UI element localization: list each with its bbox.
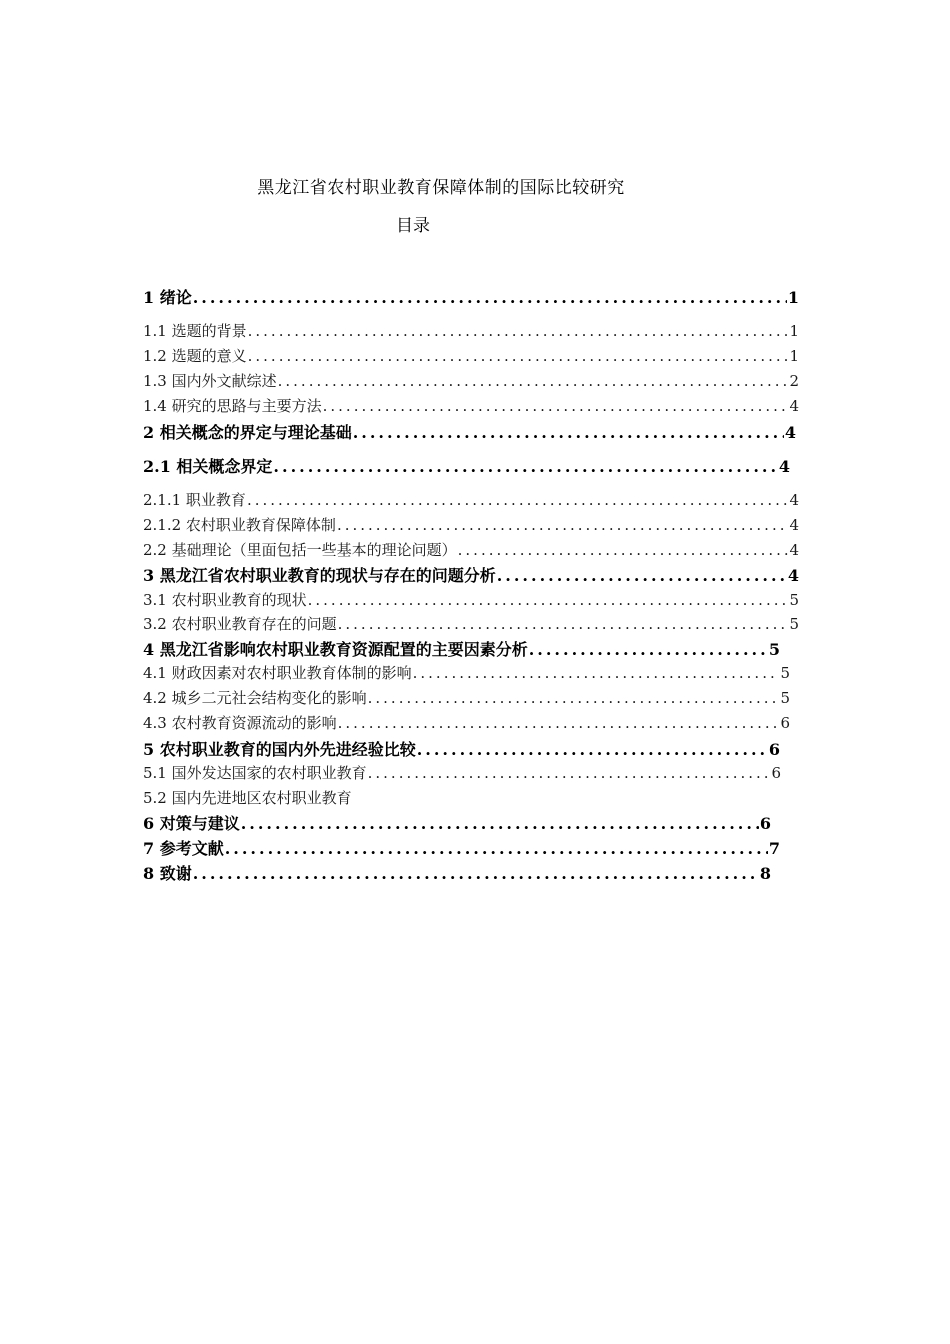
toc-entry[interactable] xyxy=(143,637,780,661)
toc-leader xyxy=(353,423,784,442)
toc-entry-page: 5 xyxy=(780,689,790,707)
toc-entry-page: 5 xyxy=(768,640,780,659)
toc-entry[interactable] xyxy=(143,285,799,309)
toc-entry[interactable] xyxy=(143,563,799,587)
toc-leader xyxy=(248,322,789,340)
toc-entry-label: 3.2 农村职业教育存在的问题 xyxy=(143,615,337,633)
toc-entry[interactable] xyxy=(143,687,790,711)
toc-entry-label: 2.1 相关概念界定 xyxy=(143,457,273,476)
toc-entry-label: 3.1 农村职业教育的现状 xyxy=(143,591,307,609)
toc-entry-page: 6 xyxy=(771,764,781,782)
toc-entry-label: 6 对策与建议 xyxy=(143,814,240,833)
toc-entry-page: 6 xyxy=(780,714,790,732)
toc-entry-label: 1.4 研究的思路与主要方法 xyxy=(143,397,322,415)
toc-leader xyxy=(338,615,789,633)
toc-leader xyxy=(241,814,759,833)
toc-entry-label: 7 参考文献 xyxy=(143,839,224,858)
toc-leader xyxy=(247,491,789,509)
toc-entry-page: 4 xyxy=(789,516,799,534)
toc-entry[interactable] xyxy=(143,737,780,761)
toc-entry[interactable] xyxy=(143,345,799,369)
toc-entry-label: 5.1 国外发达国家的农村职业教育 xyxy=(143,764,367,782)
toc-leader xyxy=(417,740,768,759)
toc-entry-label: 8 致谢 xyxy=(143,864,192,883)
toc-heading: 目录 xyxy=(396,216,430,236)
toc-entry-page: 1 xyxy=(789,347,799,365)
toc-entry-page: 1 xyxy=(789,322,799,340)
toc-entry[interactable] xyxy=(143,613,799,637)
toc-leader xyxy=(273,457,777,476)
toc-entry-label: 2.1.2 农村职业教育保障体制 xyxy=(143,516,336,534)
toc-entry-page: 5 xyxy=(780,664,790,682)
toc-leader xyxy=(308,591,789,609)
toc-leader xyxy=(278,372,789,390)
toc-entry-page: 4 xyxy=(778,457,790,476)
toc-entry-label: 5 农村职业教育的国内外先进经验比较 xyxy=(143,740,416,759)
toc-entry-page: 5 xyxy=(789,615,799,633)
toc-entry-label: 2.1.1 职业教育 xyxy=(143,491,246,509)
toc-entry-page: 2 xyxy=(789,372,799,390)
toc-entry-label: 3 黑龙江省农村职业教育的现状与存在的问题分析 xyxy=(143,566,496,585)
toc-entry-label: 4.1 财政因素对农村职业教育体制的影响 xyxy=(143,664,412,682)
toc-entry-label: 5.2 国内先进地区农村职业教育 xyxy=(143,789,352,807)
toc-entry-label: 4 黑龙江省影响农村职业教育资源配置的主要因素分析 xyxy=(143,640,528,659)
toc-entry-page: 4 xyxy=(789,491,799,509)
toc-entry-page: 4 xyxy=(784,423,796,442)
toc-entry[interactable] xyxy=(143,539,799,563)
toc-entry[interactable] xyxy=(143,662,790,686)
toc-entry-label: 1.3 国内外文献综述 xyxy=(143,372,277,390)
document-title: 黑龙江省农村职业教育保障体制的国际比较研究 xyxy=(257,178,625,198)
toc-leader xyxy=(323,397,789,415)
toc-entry-label: 4.3 农村教育资源流动的影响 xyxy=(143,714,337,732)
toc-entry-label: 1.1 选题的背景 xyxy=(143,322,247,340)
toc-entry-page: 6 xyxy=(759,814,771,833)
toc-leader xyxy=(458,541,789,559)
toc-entry-page: 4 xyxy=(787,566,799,585)
toc-entry[interactable] xyxy=(143,811,771,835)
toc-leader xyxy=(529,640,768,659)
toc-entry[interactable] xyxy=(143,395,799,419)
toc-leader xyxy=(338,714,780,732)
toc-entry[interactable] xyxy=(143,712,790,736)
toc-entry-page: 1 xyxy=(787,288,799,307)
toc-entry[interactable] xyxy=(143,320,799,344)
toc-entry[interactable] xyxy=(143,454,790,478)
toc-entry-label: 2 相关概念的界定与理论基础 xyxy=(143,423,352,442)
toc-entry-page: 4 xyxy=(789,541,799,559)
toc-leader xyxy=(225,839,768,858)
toc-leader xyxy=(368,689,780,707)
toc-leader xyxy=(337,516,789,534)
toc-entry-label: 1.2 选题的意义 xyxy=(143,347,247,365)
toc-entry[interactable] xyxy=(143,370,799,394)
toc-entry[interactable] xyxy=(143,489,799,513)
toc-entry[interactable] xyxy=(143,762,781,786)
toc-leader xyxy=(368,764,771,782)
toc-leader xyxy=(497,566,787,585)
toc-entry[interactable] xyxy=(143,589,799,613)
toc-entry-page: 4 xyxy=(789,397,799,415)
toc-entry[interactable] xyxy=(143,514,799,538)
toc-entry[interactable] xyxy=(143,787,352,811)
toc-leader xyxy=(193,864,759,883)
toc-entry-page: 5 xyxy=(789,591,799,609)
toc-entry-label: 4.2 城乡二元社会结构变化的影响 xyxy=(143,689,367,707)
toc-entry[interactable] xyxy=(143,420,796,444)
toc-leader xyxy=(413,664,780,682)
toc-leader xyxy=(193,288,787,307)
toc-leader xyxy=(248,347,789,365)
toc-entry-label: 2.2 基础理论（里面包括一些基本的理论问题） xyxy=(143,541,457,559)
toc-entry[interactable] xyxy=(143,836,780,860)
toc-entry[interactable] xyxy=(143,861,771,885)
toc-entry-label: 1 绪论 xyxy=(143,288,192,307)
toc-entry-page: 8 xyxy=(759,864,771,883)
toc-entry-page: 7 xyxy=(768,839,780,858)
toc-entry-page: 6 xyxy=(768,740,780,759)
